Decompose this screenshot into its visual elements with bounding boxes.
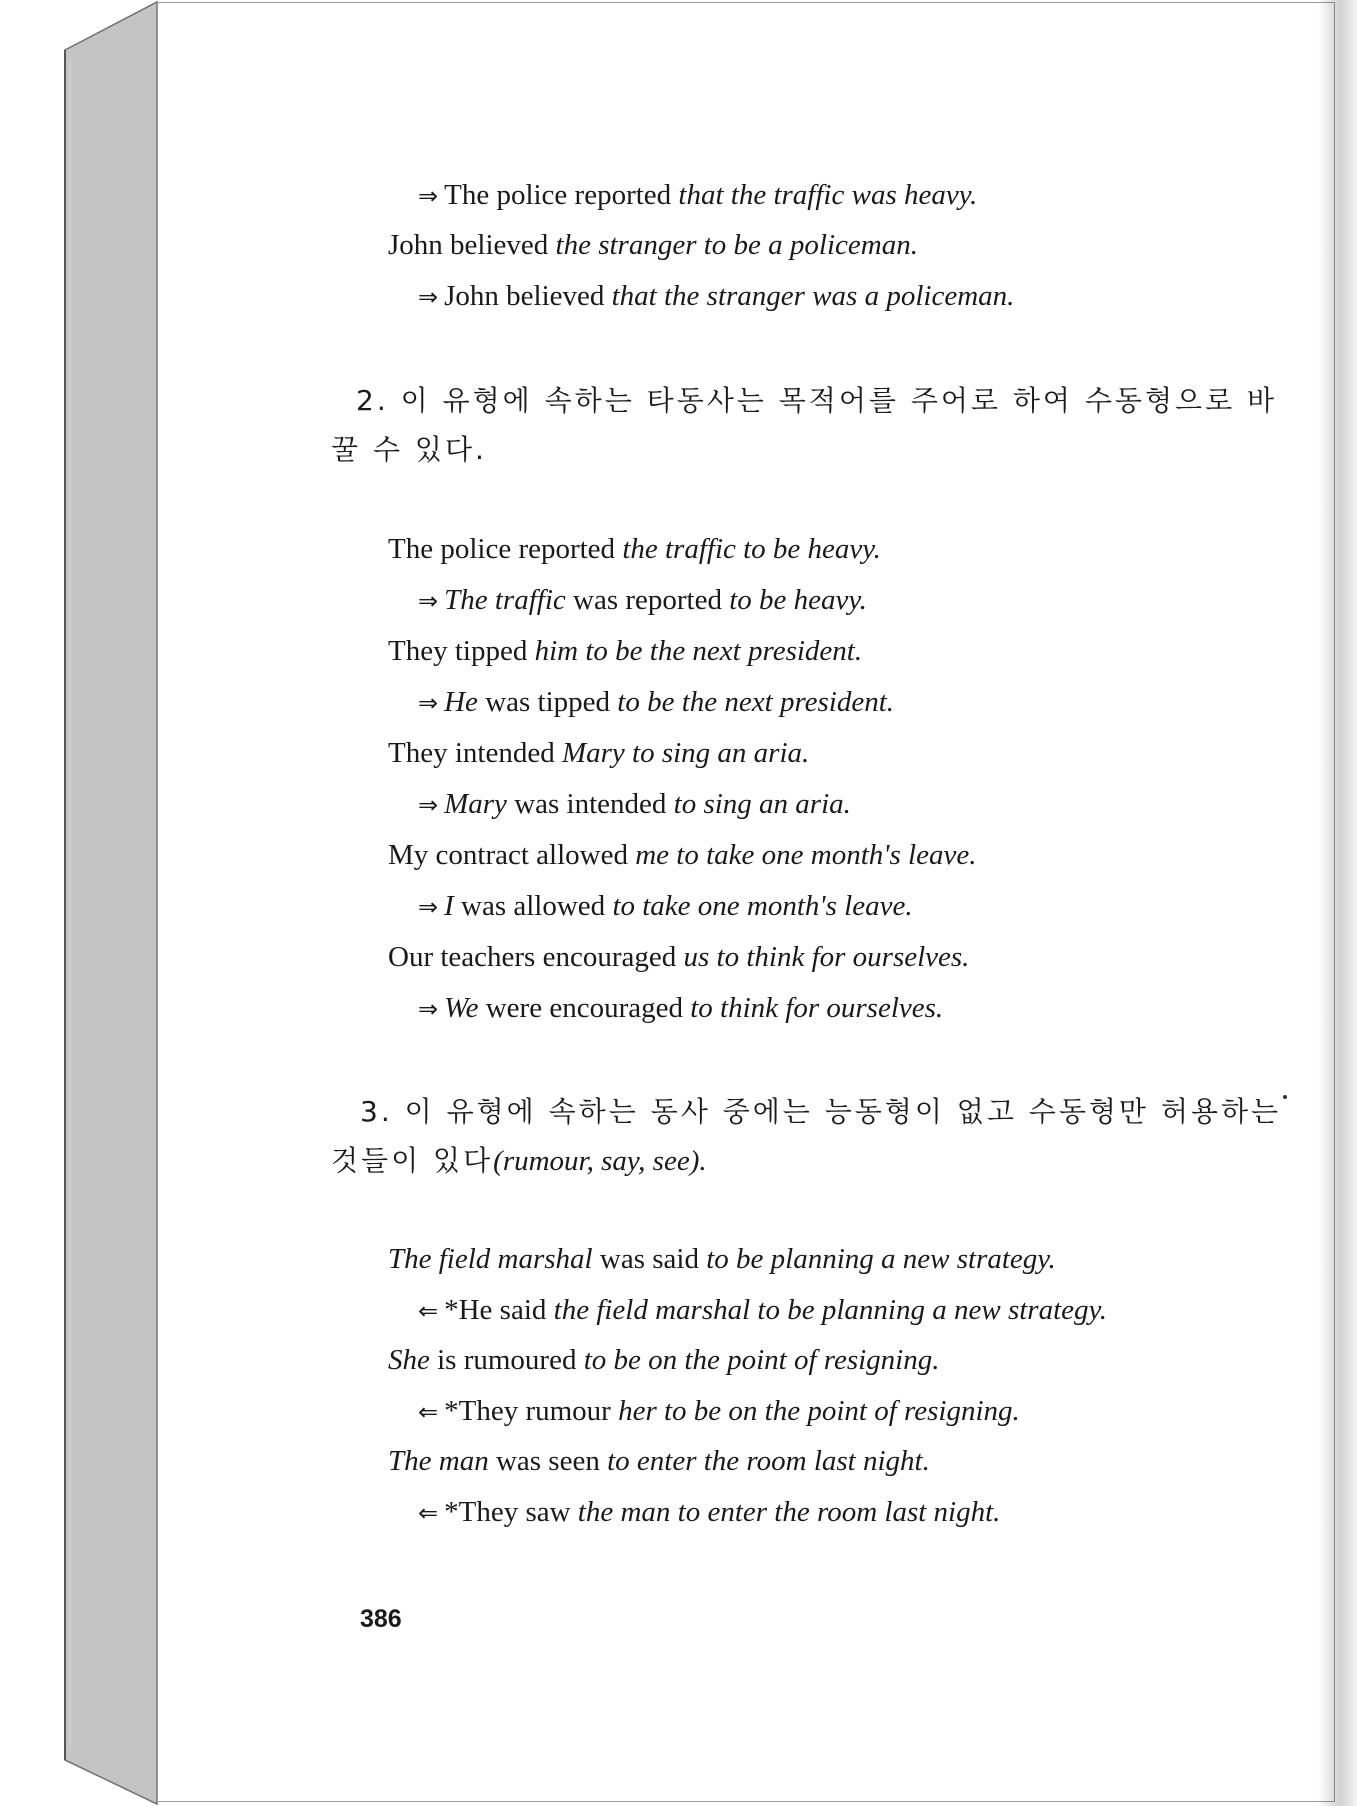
italic-text: The traffic bbox=[444, 584, 566, 616]
italic-text: to enter the room last night. bbox=[607, 1445, 930, 1477]
example-line bbox=[418, 582, 867, 619]
plain-text: was intended bbox=[506, 788, 674, 820]
italic-text: Mary bbox=[444, 788, 507, 820]
italic-text: to be heavy. bbox=[729, 584, 867, 616]
italic-text: to be the next president. bbox=[617, 686, 895, 718]
italic-text: We bbox=[444, 992, 479, 1024]
example-line bbox=[388, 735, 809, 771]
italic-text: He bbox=[444, 686, 478, 718]
example-line bbox=[418, 786, 851, 823]
plain-text: *He said bbox=[444, 1293, 554, 1326]
plain-text: were encouraged bbox=[478, 992, 691, 1024]
example-line bbox=[388, 1443, 930, 1479]
example-line bbox=[418, 684, 894, 721]
italic-text: the field marshal to be planning a new strategy. bbox=[553, 1293, 1108, 1326]
example-line bbox=[418, 990, 943, 1027]
plain-text: was tipped bbox=[477, 686, 618, 718]
italic-text: to take one month's leave. bbox=[612, 890, 913, 922]
right-arrow-icon: ⇒ bbox=[418, 893, 439, 921]
example-line bbox=[418, 1292, 1107, 1329]
rule-2-line-2: 꿀 수 있다. bbox=[331, 433, 487, 466]
plain-text: They tipped bbox=[388, 635, 535, 667]
italic-text: She bbox=[388, 1344, 430, 1376]
example-line bbox=[418, 1393, 1020, 1430]
plain-text: is rumoured bbox=[429, 1344, 584, 1376]
italic-text: The man bbox=[388, 1445, 489, 1477]
italic-text: I bbox=[444, 890, 454, 922]
example-line: ⇒ John believed that the stranger was a policeman. bbox=[418, 280, 1015, 312]
italic-text: the traffic to be heavy. bbox=[622, 533, 881, 565]
page-number: 386 bbox=[360, 1605, 402, 1633]
plain-text: was said bbox=[592, 1243, 707, 1275]
left-arrow-icon: ⇐ bbox=[418, 1397, 439, 1426]
right-arrow-icon: ⇒ bbox=[418, 587, 439, 615]
italic-text: him to be the next president. bbox=[534, 635, 863, 667]
example-line bbox=[418, 1494, 1000, 1531]
rule-3-line-1: 3. 이 유형에 속하는 동사 중에는 능동형이 없고 수동형만 허용하는 bbox=[360, 1095, 1282, 1128]
example-line: John believed the stranger to be a policeman. bbox=[388, 229, 918, 261]
italic-text: us to think for ourselves. bbox=[683, 941, 970, 973]
right-arrow-icon: ⇒ bbox=[418, 995, 439, 1023]
right-arrow-icon: ⇒ bbox=[418, 689, 439, 717]
plain-text: *They saw bbox=[444, 1495, 578, 1528]
plain-text: was allowed bbox=[453, 890, 613, 922]
plain-text: My contract allowed bbox=[388, 839, 636, 871]
italic-text: Mary to sing an aria. bbox=[561, 737, 810, 769]
rule-2-line-1: 2. 이 유형에 속하는 타동사는 목적어를 주어로 하여 수동형으로 바 bbox=[356, 384, 1278, 417]
italic-text: to think for ourselves. bbox=[690, 992, 944, 1024]
left-arrow-icon: ⇐ bbox=[418, 1498, 439, 1527]
italic-text: the man to enter the room last night. bbox=[577, 1495, 1001, 1528]
italic-text: to sing an aria. bbox=[673, 788, 851, 820]
right-arrow-icon: ⇒ bbox=[418, 283, 439, 311]
left-arrow-icon: ⇐ bbox=[418, 1296, 439, 1325]
right-arrow-icon: ⇒ bbox=[418, 182, 439, 210]
page-edge-shadow bbox=[1318, 0, 1357, 1806]
plain-text: was reported bbox=[565, 584, 730, 616]
italic-text: me to take one month's leave. bbox=[635, 839, 977, 871]
italic-text: her to be on the point of resigning. bbox=[618, 1394, 1020, 1427]
example-line bbox=[388, 837, 976, 873]
example-line bbox=[388, 1342, 939, 1378]
example-line bbox=[388, 633, 862, 669]
plain-text: Our teachers encouraged bbox=[388, 941, 684, 973]
plain-text: The police reported bbox=[388, 533, 623, 565]
example-line bbox=[388, 939, 969, 975]
right-arrow-icon: ⇒ bbox=[418, 791, 439, 819]
plain-text: They intended bbox=[388, 737, 562, 769]
italic-text: to be planning a new strategy. bbox=[706, 1243, 1056, 1275]
plain-text: *They rumour bbox=[444, 1394, 619, 1427]
italic-text: The field marshal bbox=[388, 1243, 593, 1275]
example-line: ⇒ The police reported that the traffic was heavy. bbox=[418, 179, 978, 211]
example-line bbox=[388, 1241, 1056, 1277]
book-spine bbox=[0, 0, 170, 1806]
plain-text: was seen bbox=[488, 1445, 608, 1477]
example-line bbox=[418, 888, 913, 925]
rule-3-line-2: 것들이 있다(rumour, say, see). bbox=[331, 1144, 707, 1177]
stray-dot bbox=[1283, 1095, 1287, 1099]
italic-text: to be on the point of resigning. bbox=[583, 1344, 940, 1376]
example-line bbox=[388, 531, 881, 567]
